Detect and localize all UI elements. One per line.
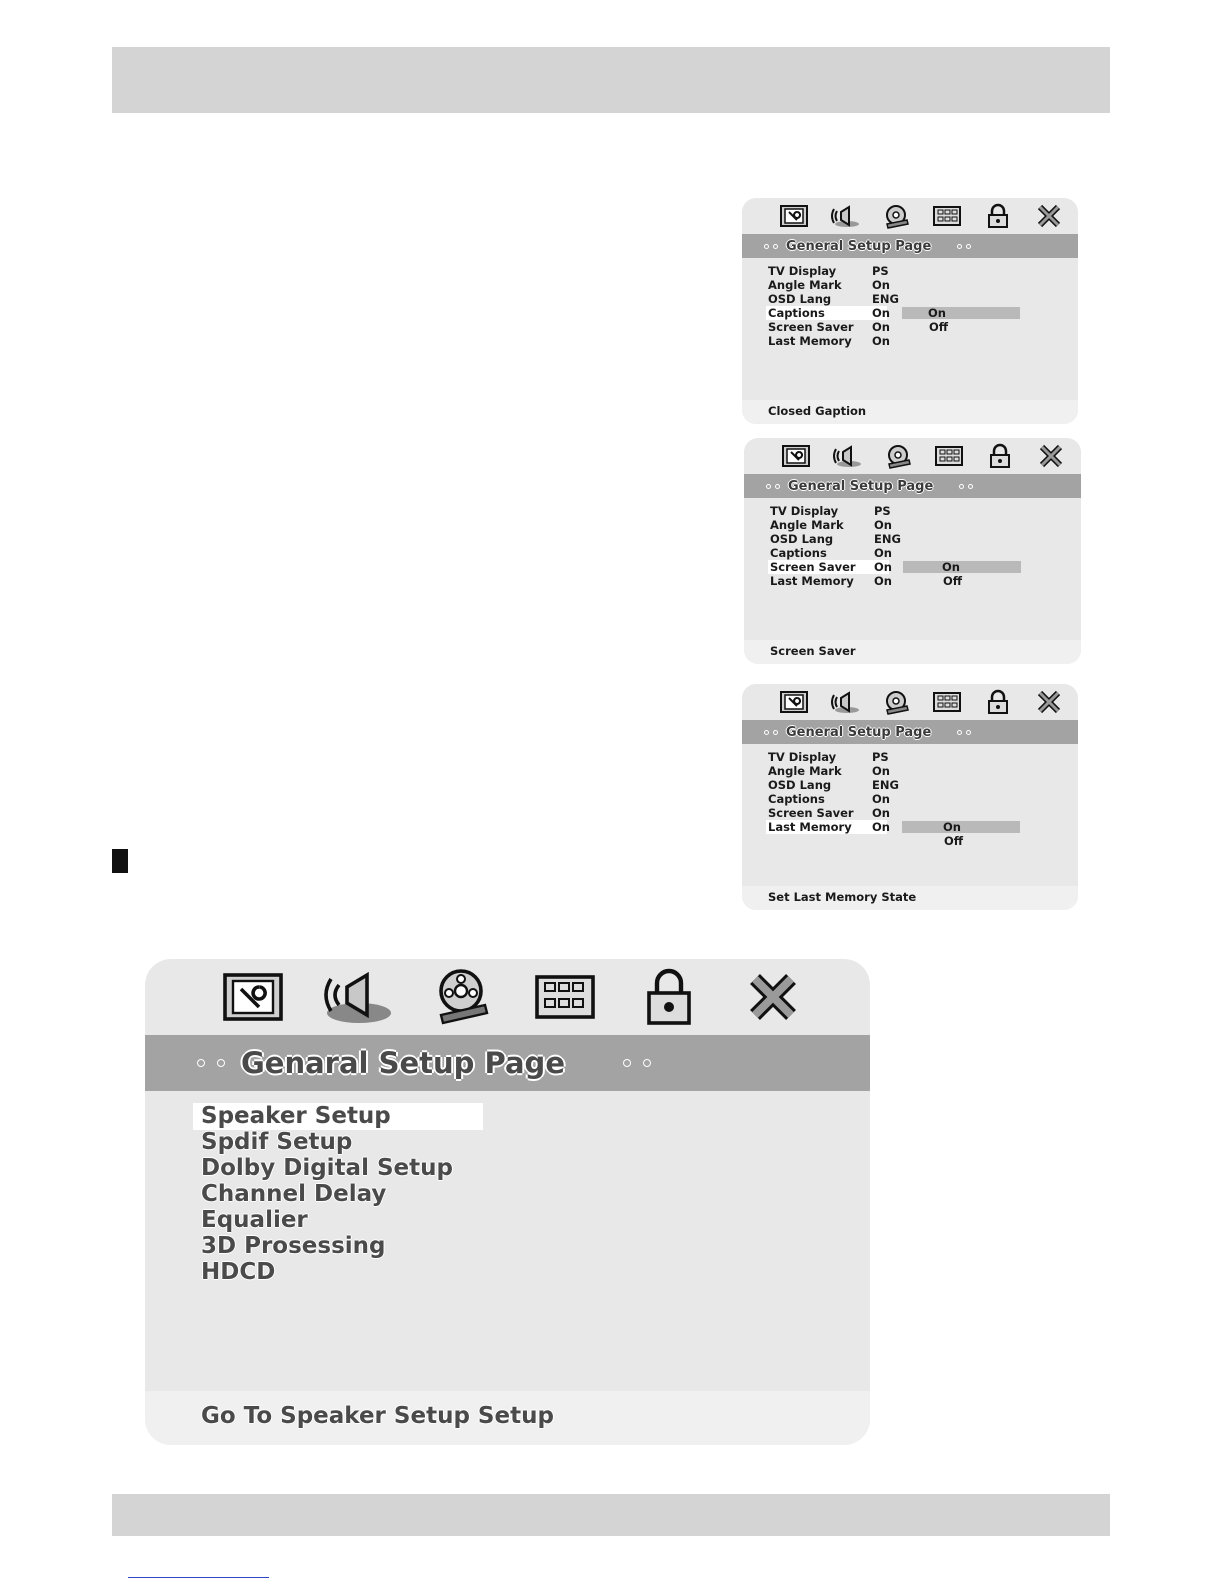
title-dot (764, 730, 769, 735)
setting-label: Last Memory (768, 334, 852, 348)
setting-row-selected[interactable] (742, 306, 1078, 320)
tv-wrench-icon[interactable] (768, 198, 819, 234)
option-selected[interactable]: On (928, 306, 946, 320)
status-bar (742, 886, 1078, 910)
menu-item-equalizer[interactable] (145, 1207, 870, 1233)
setting-row[interactable] (742, 806, 1078, 820)
setting-label: Screen Saver (770, 560, 856, 574)
menu-item-channel-delay[interactable] (145, 1181, 870, 1207)
film-reel-icon[interactable] (409, 959, 513, 1035)
menu-item-label: Speaker Setup (201, 1103, 391, 1129)
setting-value: On (874, 560, 892, 574)
film-reel-icon[interactable] (870, 684, 921, 720)
setting-value: On (872, 820, 890, 834)
setting-value: ENG (874, 532, 901, 546)
menu-item-spdif-setup[interactable] (145, 1129, 870, 1155)
title-dot (968, 484, 973, 489)
status-bar (744, 640, 1081, 664)
speaker-icon[interactable] (819, 198, 870, 234)
setting-label: OSD Lang (768, 778, 832, 792)
section-marker (112, 849, 128, 873)
title-dot (197, 1059, 205, 1067)
menu-item-3d-processing[interactable] (145, 1233, 870, 1259)
icon-bar (742, 198, 1078, 234)
title-bar (744, 474, 1081, 498)
page-title: General Setup Page (788, 478, 934, 494)
title-dot (966, 730, 971, 735)
menu-item-label: 3D Prosessing (201, 1233, 386, 1259)
padlock-icon[interactable] (972, 198, 1023, 234)
option-selected[interactable]: On (942, 560, 960, 574)
menu-item-dolby-digital-setup[interactable] (145, 1155, 870, 1181)
setting-label: TV Display (770, 504, 839, 518)
setting-label: Angle Mark (768, 278, 842, 292)
title-bar (145, 1035, 870, 1091)
status-text: Closed Gaption (768, 404, 867, 418)
film-reel-icon[interactable] (870, 198, 921, 234)
status-bar (742, 400, 1078, 424)
footer-rule (128, 1577, 269, 1578)
setting-row[interactable] (744, 574, 1081, 588)
video-grid-icon[interactable] (921, 684, 972, 720)
title-dot (764, 244, 769, 249)
setting-label: Angle Mark (768, 764, 842, 778)
menu-item-label: Spdif Setup (201, 1129, 353, 1155)
menu-item-label: Equalier (201, 1207, 308, 1233)
setting-value: On (874, 518, 892, 532)
title-dot (643, 1059, 651, 1067)
setting-row[interactable] (744, 518, 1081, 532)
icon-bar (145, 959, 870, 1035)
tv-wrench-icon[interactable] (770, 438, 821, 474)
setting-value: ENG (872, 292, 899, 306)
title-dot (966, 244, 971, 249)
title-dot (623, 1059, 631, 1067)
title-dot (959, 484, 964, 489)
setting-row[interactable] (742, 278, 1078, 292)
setting-label: Captions (768, 792, 825, 806)
option[interactable]: Off (929, 320, 949, 334)
setting-value: PS (872, 750, 889, 764)
close-x-icon[interactable] (1025, 438, 1076, 474)
menu-item-speaker-setup[interactable] (145, 1103, 870, 1129)
setting-value: On (874, 546, 892, 560)
setting-row[interactable] (744, 504, 1081, 518)
title-dot (766, 484, 771, 489)
option[interactable]: Off (944, 834, 964, 848)
setting-value: On (872, 320, 890, 334)
title-dot (957, 730, 962, 735)
film-reel-icon[interactable] (872, 438, 923, 474)
setting-row[interactable] (742, 778, 1078, 792)
setting-row-selected[interactable] (742, 820, 1078, 834)
page-title: Genaral Setup Page (241, 1046, 565, 1080)
page-title: General Setup Page (786, 238, 932, 254)
status-text: Screen Saver (770, 644, 856, 658)
close-x-icon[interactable] (1023, 198, 1074, 234)
setup-panel-last-memory (742, 684, 1078, 910)
setting-label: Captions (768, 306, 825, 320)
setting-label: Last Memory (770, 574, 854, 588)
footer-band (112, 1494, 1110, 1536)
title-bar (742, 234, 1078, 258)
close-x-icon[interactable] (721, 959, 825, 1035)
setting-row[interactable] (742, 764, 1078, 778)
setting-value: On (872, 806, 890, 820)
title-dot (773, 244, 778, 249)
setting-value: On (874, 574, 892, 588)
setting-label: Screen Saver (768, 320, 854, 334)
setting-label: Captions (770, 546, 827, 560)
status-text: Go To Speaker Setup Setup (201, 1403, 554, 1429)
option-selected[interactable]: On (943, 820, 961, 834)
setting-row[interactable] (742, 750, 1078, 764)
setting-row[interactable] (742, 320, 1078, 334)
setting-label: TV Display (768, 264, 837, 278)
setup-panel-screen-saver (744, 438, 1081, 664)
title-dot (773, 730, 778, 735)
title-bar (742, 720, 1078, 744)
setting-row-selected[interactable] (744, 560, 1081, 574)
speaker-icon[interactable] (819, 684, 870, 720)
padlock-icon[interactable] (617, 959, 721, 1035)
setting-row[interactable] (742, 792, 1078, 806)
setting-row[interactable] (744, 532, 1081, 546)
setting-value: On (872, 278, 890, 292)
setting-row[interactable] (744, 546, 1081, 560)
setting-label: Last Memory (768, 820, 852, 834)
setting-label: Angle Mark (770, 518, 844, 532)
status-bar (145, 1391, 870, 1445)
setting-value: ENG (872, 778, 899, 792)
padlock-icon[interactable] (972, 684, 1023, 720)
audio-setup-panel (145, 959, 870, 1445)
video-grid-icon[interactable] (923, 438, 974, 474)
setting-label: Screen Saver (768, 806, 854, 820)
title-dot (217, 1059, 225, 1067)
setting-label: OSD Lang (770, 532, 834, 546)
padlock-icon[interactable] (974, 438, 1025, 474)
title-dot (775, 484, 780, 489)
setting-value: On (872, 306, 890, 320)
setting-row[interactable] (742, 334, 1078, 348)
option[interactable]: Off (943, 574, 963, 588)
tv-wrench-icon[interactable] (768, 684, 819, 720)
setting-value: PS (872, 264, 889, 278)
menu-item-label: Channel Delay (201, 1181, 387, 1207)
status-text: Set Last Memory State (768, 890, 917, 904)
video-grid-icon[interactable] (513, 959, 617, 1035)
menu-item-label: HDCD (201, 1259, 276, 1285)
setting-value: On (872, 792, 890, 806)
setting-row[interactable] (742, 264, 1078, 278)
speaker-icon[interactable] (821, 438, 872, 474)
setting-value: On (872, 764, 890, 778)
close-x-icon[interactable] (1023, 684, 1074, 720)
tv-wrench-icon[interactable] (201, 959, 305, 1035)
setting-row[interactable] (742, 292, 1078, 306)
setting-value: PS (874, 504, 891, 518)
setting-label: OSD Lang (768, 292, 832, 306)
video-grid-icon[interactable] (921, 198, 972, 234)
header-band (112, 47, 1110, 113)
setup-panel-captions (742, 198, 1078, 424)
setting-label: TV Display (768, 750, 837, 764)
icon-bar (744, 438, 1081, 474)
page-title: General Setup Page (786, 724, 932, 740)
setting-value: On (872, 334, 890, 348)
title-dot (957, 244, 962, 249)
icon-bar (742, 684, 1078, 720)
option-row (742, 834, 1078, 848)
menu-item-hdcd[interactable] (145, 1259, 870, 1285)
menu-item-label: Dolby Digital Setup (201, 1155, 453, 1181)
speaker-icon[interactable] (305, 959, 409, 1035)
